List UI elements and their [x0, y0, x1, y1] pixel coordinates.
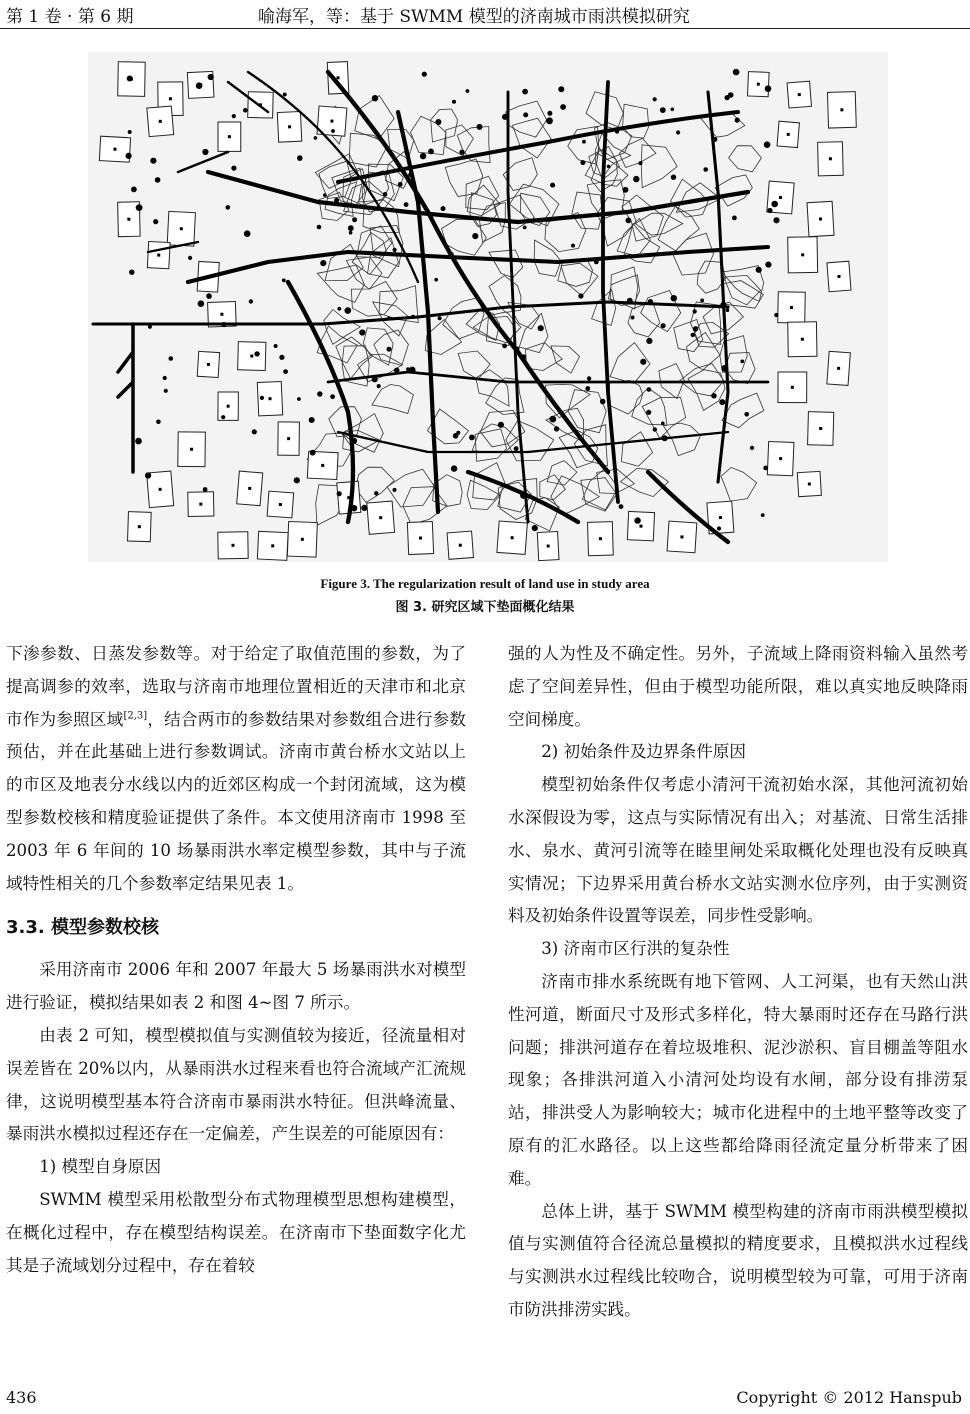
junction-node	[310, 450, 316, 456]
junction-node	[163, 376, 167, 380]
junction-node	[676, 130, 680, 134]
junction-node	[607, 165, 611, 169]
junction-node	[323, 193, 327, 197]
land-use-block	[197, 351, 219, 377]
junction-node	[320, 260, 326, 266]
subcatchment-polygon	[674, 320, 703, 352]
junction-node	[337, 491, 342, 496]
paragraph: 强的人为性及不确定性。另外，子流域上降雨资料输入虽然考虑了空间差异性，但由于模型功能所限，难以真实地反映降雨空间梯度。	[508, 644, 968, 729]
land-use-block	[748, 72, 770, 97]
paragraph: 由表 2 可知，模型模拟值与实测值较为接近，径流量相对误差皆在 20%以内，从暴雨洪水过程来看也符合流域产汇流规律，这说明模型基本符合济南市暴雨洪水特征。但洪峰流量、暴雨洪水模拟过程还存在一定偏差，产生误差的可能原因有：	[6, 1025, 466, 1144]
subcatchment-polygon	[725, 353, 755, 384]
junction-node	[348, 225, 354, 231]
subcatchment-polygon	[551, 346, 580, 373]
junction-node	[231, 166, 236, 171]
land-use-block	[267, 491, 294, 518]
subcatchment-polygon	[658, 206, 699, 251]
junction-node	[283, 93, 287, 97]
drainage-conduit	[708, 92, 728, 482]
junction-node	[693, 309, 697, 313]
land-use-block	[778, 292, 806, 323]
land-use-block	[188, 492, 214, 517]
paragraph: 采用济南市 2006 年和 2007 年最大 5 场暴雨洪水对模型进行验证，模拟结果如表 2 和图 4~图 7 所示。	[6, 960, 466, 1013]
junction-node	[331, 129, 335, 133]
junction-node	[466, 89, 470, 93]
citation: [2,3]	[123, 710, 148, 722]
junction-node	[345, 307, 352, 314]
subcatchment-polygon	[317, 265, 364, 302]
junction-node	[721, 365, 728, 372]
junction-node	[198, 300, 205, 307]
junction-node	[558, 86, 564, 92]
junction-node	[317, 391, 322, 396]
junction-node	[188, 256, 192, 260]
junction-node	[409, 367, 416, 374]
land-use-block	[788, 237, 818, 273]
junction-node	[136, 204, 143, 211]
land-use-block	[818, 142, 844, 176]
junction-node	[221, 322, 226, 327]
junction-node	[647, 387, 652, 392]
junction-node	[411, 315, 415, 319]
junction-node	[406, 367, 410, 371]
junction-node	[404, 202, 409, 207]
junction-node	[725, 95, 730, 100]
junction-node	[297, 397, 301, 401]
junction-node	[600, 399, 606, 405]
subcatchment-polygon	[495, 195, 535, 229]
junction-node	[254, 351, 259, 356]
land-use-block	[147, 106, 174, 137]
junction-node	[546, 117, 553, 124]
subcatchment-polygon	[403, 487, 447, 525]
subcatchment-polygon	[623, 104, 649, 138]
subcatchment-polygon	[561, 263, 598, 296]
junction-node	[623, 187, 629, 193]
junction-node	[520, 492, 527, 499]
land-use-block	[307, 451, 338, 479]
junction-node	[451, 465, 457, 471]
junction-node	[459, 150, 464, 155]
drainage-conduit	[93, 302, 728, 324]
junction-node	[633, 176, 639, 182]
land-use-block	[178, 432, 206, 467]
subcatchment-polygon	[724, 275, 761, 304]
junction-node	[334, 198, 339, 203]
junction-node	[532, 525, 538, 531]
junction-node	[309, 417, 315, 423]
subcatchment-polygon	[680, 364, 724, 396]
junction-node	[135, 438, 142, 445]
junction-node	[498, 422, 504, 428]
junction-node	[279, 355, 284, 360]
junction-node	[771, 201, 778, 208]
land-use-block	[497, 521, 527, 554]
land-use-block	[147, 241, 170, 268]
junction-node	[472, 233, 478, 239]
junction-node	[582, 140, 586, 144]
land-use-block	[588, 522, 614, 556]
junction-node	[297, 155, 303, 161]
figure-caption-en: Figure 3. The regularization result of land use in study area	[320, 576, 650, 591]
drainage-conduit	[338, 112, 738, 182]
subcatchment-polygon	[506, 101, 547, 137]
junction-node	[712, 137, 717, 142]
junction-node	[394, 368, 400, 374]
junction-node	[703, 167, 708, 172]
land-use-block	[537, 531, 559, 560]
junction-node	[648, 299, 653, 304]
paragraph: 模型初始条件仅考虑小清河干流初始水深，其他河流初始水深假设为零，这点与实际情况有出入；对基流、日常生活排水、泉水、黄河引流等在睦里闸处采取概化处理也没有反映真实情况；下边界采用黄台桥水文站实测水位序列，由于实测资料及初始条件设置等误差，同步性受影响。	[508, 775, 968, 926]
junction-node	[726, 308, 730, 312]
land-use-block	[827, 351, 850, 385]
junction-node	[203, 487, 208, 492]
junction-node	[422, 72, 427, 77]
junction-node	[764, 141, 771, 148]
list-item: 1) 模型自身原因	[39, 1157, 162, 1177]
land-use-block	[447, 531, 473, 559]
subcatchment-polygon	[431, 109, 458, 142]
subcatchment-polygon	[374, 330, 409, 366]
junction-node	[587, 376, 591, 380]
junction-node	[420, 153, 426, 159]
junction-node	[252, 429, 257, 434]
junction-node	[408, 173, 412, 177]
junction-node	[226, 205, 231, 210]
subcatchment-polygon	[526, 343, 563, 371]
junction-node	[398, 182, 403, 187]
subcatchment-polygon	[317, 326, 357, 363]
junction-node	[733, 69, 740, 76]
junction-node	[615, 129, 619, 133]
land-use-block	[218, 392, 238, 420]
junction-node	[765, 262, 771, 268]
junction-node	[700, 299, 704, 303]
page-number: 436	[6, 1388, 37, 1407]
junction-node	[717, 526, 721, 530]
figure-caption-zh: 图 3. 研究区域下垫面概化结果	[395, 600, 575, 615]
junction-node	[153, 219, 158, 224]
subcatchment-polygon	[467, 480, 500, 509]
subcatchment-polygon	[547, 461, 577, 485]
running-header	[0, 0, 970, 29]
junction-node	[314, 136, 318, 140]
junction-node	[653, 97, 657, 101]
paragraph-text: 下渗参数、日蒸发参数等。对于给定了取值范围的参数，为了提高调参的效率，选取与济南市地理位置相近的天津市和北京市作为参照区域	[6, 644, 466, 729]
subcatchment-polygon	[351, 282, 397, 317]
junction-node	[578, 293, 583, 298]
junction-node	[522, 354, 527, 359]
junction-node	[449, 252, 454, 257]
junction-node	[523, 226, 527, 230]
subcatchment-polygon	[446, 125, 474, 156]
junction-node	[750, 446, 754, 450]
junction-node	[547, 111, 552, 116]
junction-node	[744, 412, 749, 417]
junction-node	[359, 329, 365, 335]
drainage-conduit	[188, 247, 768, 282]
junction-node	[221, 415, 225, 419]
land-use-block	[277, 111, 301, 142]
subcatchment-polygon	[325, 244, 363, 280]
subcatchment-polygon	[519, 313, 548, 352]
junction-node	[129, 270, 134, 275]
junction-node	[145, 472, 151, 478]
subcatchment-polygon	[476, 370, 509, 406]
subcatchment-polygon	[572, 192, 602, 229]
junction-node	[538, 325, 544, 331]
subcatchment-polygon	[363, 199, 399, 233]
junction-node	[711, 393, 716, 398]
land-use-block	[99, 136, 130, 162]
paragraph	[6, 638, 466, 900]
junction-node	[128, 130, 132, 134]
junction-node	[150, 158, 156, 164]
subcatchment-polygon	[534, 240, 561, 276]
junction-node	[523, 112, 528, 117]
junction-node	[774, 313, 778, 317]
junction-node	[661, 323, 666, 328]
junction-node	[232, 114, 236, 118]
junction-node	[282, 279, 286, 283]
junction-node	[646, 338, 652, 344]
land-use-block	[218, 532, 248, 559]
junction-node	[441, 206, 446, 211]
junction-node	[756, 267, 762, 273]
subcatchment-polygon	[610, 380, 643, 414]
subcatchment-polygon	[663, 423, 700, 456]
junction-node	[477, 124, 483, 130]
junction-node	[126, 153, 132, 159]
junction-node	[361, 505, 367, 511]
junction-node	[671, 295, 677, 301]
junction-node	[196, 82, 203, 89]
copyright-notice: Copyright © 2012 Hanspub	[736, 1388, 962, 1407]
subcatchment-polygon	[641, 145, 677, 188]
junction-node	[260, 396, 264, 400]
land-use-block	[627, 511, 654, 540]
junction-node	[249, 299, 253, 303]
subcatchment-polygon	[513, 118, 552, 158]
junction-node	[453, 433, 459, 439]
junction-node	[274, 344, 278, 348]
junction-node	[735, 118, 740, 123]
junction-node	[393, 488, 397, 492]
list-item: 3) 济南市区行洪的复杂性	[541, 939, 730, 959]
junction-node	[571, 244, 575, 248]
land-use-block	[827, 92, 856, 128]
junction-node	[627, 298, 633, 304]
subcatchment-polygon	[621, 432, 652, 466]
junction-node	[662, 435, 668, 441]
land-use-block	[128, 512, 152, 542]
land-use-block	[787, 81, 811, 108]
junction-node	[383, 192, 387, 196]
junction-node	[372, 376, 378, 382]
subcatchment-polygon	[458, 351, 490, 380]
land-use-block	[278, 422, 300, 456]
paragraph: SWMM 模型采用松散型分布式物理模型思想构建模型，在概化过程中，存在模型结构误差。在济南市下垫面数字化尤其是子流域划分过程中，存在着较	[6, 1189, 466, 1275]
land-use-block	[257, 531, 288, 560]
junction-node	[155, 177, 161, 183]
junction-node	[522, 89, 528, 95]
subcatchment-polygon	[372, 385, 414, 414]
junction-node	[661, 422, 665, 426]
junction-node	[660, 107, 666, 113]
junction-node	[732, 216, 737, 221]
land-use-block	[238, 342, 266, 371]
junction-node	[469, 435, 475, 441]
junction-node	[294, 477, 300, 483]
junction-node	[351, 505, 357, 511]
junction-node	[243, 108, 248, 113]
subcatchment-polygon	[472, 424, 518, 452]
land-use-block	[287, 521, 317, 557]
junction-node	[767, 208, 772, 213]
junction-node	[691, 333, 695, 337]
junction-node	[773, 217, 779, 223]
junction-node	[387, 317, 391, 321]
junction-node	[244, 230, 251, 237]
junction-node	[619, 504, 624, 509]
junction-node	[428, 149, 434, 155]
junction-node	[208, 74, 214, 80]
subcatchment-polygon	[721, 467, 757, 501]
paragraph: 总体上讲，基于 SWMM 模型构建的济南市雨洪模型模拟值与实测值符合径流总量模拟的精度要求，且模拟洪水过程线与实测洪水过程线比较吻合，说明模型较为可靠，可用于济南市防洪排涝实践。	[508, 1201, 968, 1319]
land-use-block	[777, 121, 799, 147]
junction-node	[550, 183, 555, 188]
subcatchment-polygon	[540, 475, 566, 500]
junction-node	[169, 356, 174, 361]
junction-node	[514, 446, 519, 451]
junction-node	[156, 420, 161, 425]
junction-node	[148, 325, 152, 329]
junction-node	[594, 260, 599, 265]
subcatchment-polygon	[506, 421, 554, 461]
junction-node	[206, 293, 212, 299]
junction-node	[631, 316, 635, 320]
land-use-map	[88, 52, 888, 562]
subcatchment-polygon	[355, 467, 394, 502]
junction-node	[585, 386, 590, 391]
land-use-block	[788, 322, 817, 357]
junction-node	[671, 175, 676, 180]
subcatchment-polygon	[581, 478, 617, 511]
junction-node	[560, 104, 566, 110]
paragraph: 济南市排水系统既有地下管网、人工河渠，也有天然山洪性河道，断面尺寸及形式多样化，特大暴雨时还存在马路行洪问题；排洪河道存在着垃圾堆积、泥沙淤积、盲目棚盖等阻水现象；各排洪河道入小清河处均设有水闸，部分设有排涝泵站，排洪受人为影响较大；城市化进程中的土地平整等改变了原有的汇水路径。以上这些都给降雨径流定量分析带来了困难。	[508, 971, 968, 1188]
junction-node	[719, 399, 725, 405]
junction-node	[434, 278, 438, 282]
junction-node	[435, 119, 441, 125]
land-use-block	[808, 412, 834, 446]
junction-node	[761, 513, 765, 517]
junction-node	[693, 326, 698, 331]
junction-node	[580, 160, 585, 165]
right-column	[508, 638, 968, 1327]
subcatchment-polygon	[729, 146, 762, 172]
land-use-block	[167, 211, 195, 246]
list-item: 2) 初始条件及边界条件原因	[541, 742, 747, 762]
subcatchment-polygon	[642, 397, 686, 438]
land-use-map-figure	[88, 52, 888, 562]
junction-node	[131, 187, 137, 193]
junction-node	[502, 344, 507, 349]
journal-volume: 第 1 卷 · 第 6 期	[6, 7, 134, 27]
land-use-block	[797, 471, 821, 496]
junction-node	[349, 231, 353, 235]
land-use-block	[367, 501, 395, 534]
junction-node	[393, 248, 397, 252]
junction-node	[549, 416, 556, 423]
land-use-block	[218, 122, 241, 151]
junction-node	[337, 307, 341, 311]
junction-node	[438, 316, 442, 320]
junction-node	[351, 438, 358, 445]
junction-node	[634, 517, 640, 523]
junction-node	[626, 218, 632, 224]
junction-node	[554, 426, 559, 431]
junction-node	[283, 369, 288, 374]
land-use-block	[827, 261, 851, 292]
junction-node	[653, 427, 657, 431]
junction-node	[377, 384, 381, 388]
left-column	[6, 638, 466, 1282]
land-use-block	[778, 372, 807, 403]
junction-node	[515, 347, 519, 351]
subcatchment-polygon	[489, 250, 523, 278]
junction-node	[646, 410, 651, 415]
junction-node	[317, 225, 322, 230]
running-title: 喻海军，等：基于 SWMM 模型的济南城市雨洪模拟研究	[258, 7, 690, 27]
junction-node	[164, 389, 168, 393]
junction-node	[372, 95, 378, 101]
drainage-conduit	[118, 324, 133, 472]
drainage-conduit	[328, 372, 768, 382]
junction-node	[639, 161, 643, 165]
land-use-block	[407, 521, 433, 554]
junction-node	[502, 114, 508, 120]
subcatchment-polygon	[443, 298, 484, 339]
junction-node	[671, 108, 675, 112]
junction-node	[202, 149, 208, 155]
junction-node	[374, 491, 378, 495]
junction-node	[127, 76, 133, 82]
junction-node	[763, 466, 768, 471]
junction-node	[452, 100, 456, 104]
junction-node	[387, 347, 392, 352]
land-use-block	[767, 442, 794, 476]
junction-node	[765, 85, 772, 92]
subcatchment-polygon	[688, 370, 725, 411]
land-use-block	[807, 201, 834, 236]
junction-node	[740, 360, 744, 364]
junction-node	[640, 359, 646, 365]
land-use-block	[237, 471, 263, 506]
section-heading: 3.3. 模型参数校核	[6, 917, 159, 939]
junction-node	[352, 217, 357, 222]
land-use-block	[667, 521, 697, 553]
junction-node	[720, 302, 726, 308]
subcatchment-polygon	[325, 182, 357, 217]
paragraph-text: ，结合两市的参数结果对参数组合进行参数预估，并在此基础上进行参数调试。济南市黄台桥水文站以上的市区及地表分水线以内的近郊区构成一个封闭流域，这为模型参数校核和精度验证提供了条件。本文使用济南市 1998 至 2003 年 6 年间的 10 场暴雨洪水率定模型参数，其中与子流域特性相关的几个参数率定结果见表 1。	[6, 709, 467, 893]
junction-node	[330, 394, 335, 399]
